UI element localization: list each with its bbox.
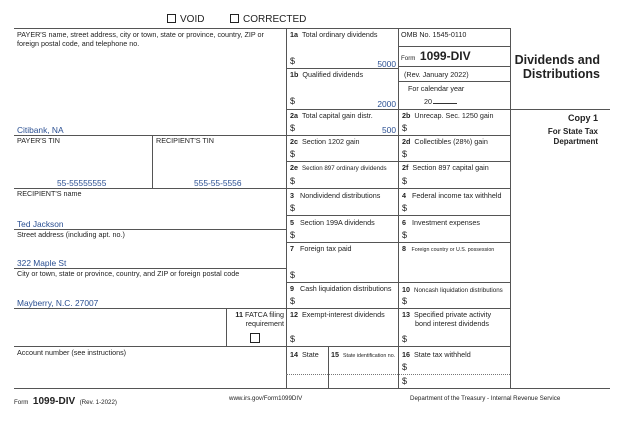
city-value: Mayberry, N.C. 27007 (17, 298, 99, 308)
dollar-sign: $ (290, 230, 296, 240)
recipient-tin: 555-55-5556 (194, 178, 242, 188)
box-1a-label: 1a Total ordinary dividends (290, 30, 378, 39)
box-2a-value[interactable]: 500 (382, 125, 396, 135)
omb-number: OMB No. 1545-0110 (401, 30, 467, 39)
dollar-sign: $ (402, 123, 408, 133)
fatca-checkbox[interactable] (250, 333, 260, 343)
dollar-sign: $ (402, 149, 408, 159)
box-5-label: 5 Section 199A dividends (290, 218, 375, 227)
box-4-label: 4 Federal income tax withheld (402, 191, 502, 200)
box-8-label: 8 Foreign country or U.S. possession (402, 244, 495, 253)
rule (286, 188, 510, 189)
corrected-checkbox[interactable] (230, 14, 239, 23)
dollar-sign: $ (290, 334, 296, 344)
rule (152, 135, 153, 188)
corrected-option[interactable]: CORRECTED (230, 14, 306, 25)
box-13-label: 13 Specified private activity bond interest dividends (402, 310, 492, 328)
street-label: Street address (including apt. no.) (17, 230, 125, 239)
copy-label: Copy 1 (567, 113, 598, 123)
recipient-name-label: RECIPIENT'S name (17, 189, 82, 198)
payer-tin-label: PAYER'S TIN (17, 136, 60, 145)
dollar-sign: $ (290, 56, 296, 66)
rule (286, 242, 510, 243)
dollar-sign: $ (290, 296, 296, 306)
recipient-name: Ted Jackson (17, 219, 64, 229)
rule (286, 109, 610, 110)
dollar-sign: $ (290, 203, 296, 213)
box-1b-value[interactable]: 2000 (377, 99, 396, 109)
box-6-label: 6 Investment expenses (402, 218, 480, 227)
box-16-label: 16 State tax withheld (402, 350, 471, 359)
form-rev: (Rev. January 2022) (404, 70, 469, 79)
form-title: Dividends and Distributions (514, 53, 600, 81)
box-9-label: 9 Cash liquidation distributions (290, 284, 392, 293)
payer-name-label: PAYER'S name, street address, city or town, state or province, country, ZIP or foreign postal code, and telephone no. (17, 30, 264, 48)
box-15-label: 15 State identification no. (331, 350, 396, 359)
dollar-sign: $ (402, 230, 408, 240)
box-3-label: 3 Nondividend distributions (290, 191, 381, 200)
form-id: Form 1099-DIV (401, 49, 471, 63)
box-10-label: 10 Noncash liquidation distributions (402, 285, 503, 294)
rule (14, 388, 610, 389)
calendar-label: For calendar year (408, 84, 465, 93)
box-2a-label: 2a Total capital gain distr. (290, 111, 373, 120)
rule (14, 308, 286, 309)
fatca-label: 11 FATCA filing requirement (235, 310, 284, 328)
void-option[interactable]: VOID (167, 14, 204, 25)
box-14-label: 14 State (290, 350, 319, 359)
box-7-label: 7 Foreign tax paid (290, 244, 352, 253)
dollar-sign: $ (402, 376, 408, 386)
rule (286, 374, 510, 375)
calendar-year-field[interactable] (433, 103, 457, 104)
payer-tin: 55-55555555 (57, 178, 107, 188)
rule (328, 346, 329, 388)
rule (286, 346, 510, 347)
box-12-label: 12 Exempt-interest dividends (290, 310, 385, 319)
rule (286, 308, 510, 309)
account-label: Account number (see instructions) (17, 348, 127, 357)
footer-form-id: Form 1099-DIV (Rev. 1-2022) (14, 396, 117, 407)
dollar-sign: $ (402, 296, 408, 306)
rule (286, 282, 510, 283)
calendar-year: 20 (424, 98, 457, 107)
copy-description: For State Tax Department (547, 127, 598, 146)
rule (286, 135, 510, 136)
rule (14, 28, 510, 29)
dollar-sign: $ (402, 176, 408, 186)
rule (286, 28, 287, 388)
dollar-sign: $ (290, 149, 296, 159)
dollar-sign: $ (402, 362, 408, 372)
rule (398, 66, 510, 67)
dollar-sign: $ (290, 96, 296, 106)
box-1a-value[interactable]: 5000 (377, 59, 396, 69)
box-2b-label: 2b Unrecap. Sec. 1250 gain (402, 111, 494, 120)
box-2e-label: 2e Section 897 ordinary dividends (290, 163, 387, 172)
rule (398, 28, 399, 388)
dollar-sign: $ (290, 270, 296, 280)
footer-department: Department of the Treasury - Internal Revenue Service (410, 395, 561, 402)
void-checkbox[interactable] (167, 14, 176, 23)
dollar-sign: $ (402, 203, 408, 213)
box-1b-label: 1b Qualified dividends (290, 70, 364, 79)
dollar-sign: $ (290, 176, 296, 186)
dollar-sign: $ (402, 334, 408, 344)
rule (286, 161, 510, 162)
box-2c-label: 2c Section 1202 gain (290, 137, 360, 146)
street-value: 322 Maple St (17, 258, 67, 268)
rule (510, 28, 511, 388)
city-label: City or town, state or province, country, and ZIP or foreign postal code (17, 269, 240, 278)
box-2d-label: 2d Collectibles (28%) gain (402, 137, 488, 146)
dollar-sign: $ (290, 123, 296, 133)
footer-url[interactable]: www.irs.gov/Form1099DIV (229, 395, 303, 402)
box-2f-label: 2f Section 897 capital gain (402, 163, 489, 172)
rule (286, 215, 510, 216)
recipient-tin-label: RECIPIENT'S TIN (156, 136, 214, 145)
rule (14, 346, 286, 347)
rule (226, 308, 227, 346)
rule (398, 81, 510, 82)
payer-name: Citibank, NA (17, 125, 64, 135)
